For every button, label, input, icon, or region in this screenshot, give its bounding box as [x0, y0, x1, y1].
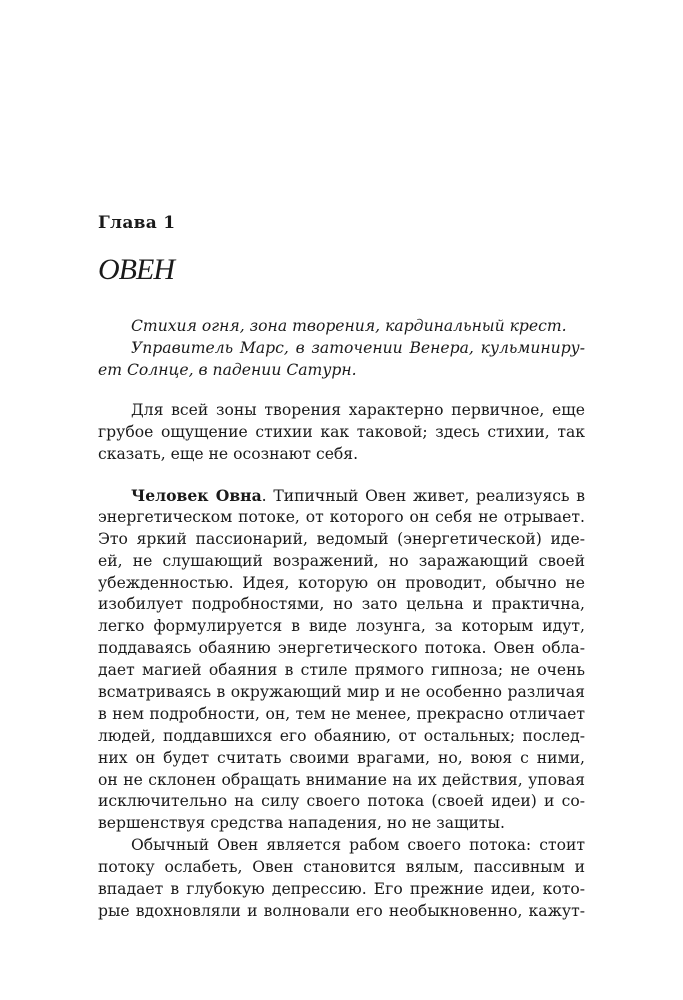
section-lead-line [98, 485, 585, 507]
text-line: энергетическом потоке, от которого он себя не отрывает. [98, 507, 585, 526]
text-line: Для всей зоны творения характерно первичное, еще [131, 401, 585, 419]
text-line: людей, поддавшихся его обаянию, от остальных; послед- [98, 726, 585, 745]
text-line: убежденностью. Идея, которую он проводит, обычно не [98, 573, 585, 592]
text-line: потоку ослабеть, Овен становится вялым, пассивным и [98, 858, 585, 877]
text-line: легко формулируется в виде лозунга, за которым идут, [98, 617, 585, 636]
section-body [98, 485, 585, 923]
chapter-label: Глава 1 [98, 213, 176, 233]
text-line: Обычный Овен является рабом своего потока: стоит [131, 836, 585, 855]
text-line: Управитель Марс, в заточении Венера, кульминиру- [131, 338, 585, 357]
section-lead-text: . Типичный Овен живет, реализуясь в [261, 487, 585, 505]
text-line: ет Солнце, в падении Сатурн. [98, 360, 357, 379]
text-line: ей, не слушающий возражений, но заражающий своей [98, 551, 585, 570]
intro-paragraph [98, 400, 585, 466]
section-heading: Человек Овна [131, 486, 262, 505]
chapter-title: ОВЕН [98, 253, 174, 286]
text-line: Это яркий пассионарий, ведомый (энергетической) иде- [98, 529, 585, 548]
text-line: впадает в глубокую депрессию. Его прежние идеи, кото- [98, 880, 585, 899]
text-line: он не склонен обращать внимание на их действия, уповая [98, 770, 585, 789]
text-line: в нем подробности, он, тем не менее, прекрасно отличает [98, 704, 585, 723]
epigraph [98, 316, 585, 382]
text-line: рые вдохновляли и волновали его необыкновенно, кажут- [98, 901, 585, 920]
text-line: сказать, еще не осознают себя. [98, 444, 359, 463]
text-line: грубое ощущение стихии как таковой; здесь стихии, так [98, 422, 585, 441]
text-line: исключительно на силу своего потока (своей идеи) и со- [98, 792, 585, 811]
text-line: вершенствуя средства нападения, но не защиты. [98, 814, 505, 833]
text-line: всматриваясь в окружающий мир и не особенно различая [98, 683, 585, 702]
text-line: них он будет считать своими врагами, но, воюя с ними, [98, 748, 585, 767]
text-line: Стихия огня, зона творения, кардинальный крест. [131, 317, 567, 335]
text-line: изобилует подробностями, но зато цельна и практична, [98, 595, 585, 614]
text-line: поддаваясь обаянию энергетического потока. Овен обла- [98, 639, 585, 658]
text-line: дает магией обаяния в стиле прямого гипноза; не очень [98, 661, 585, 680]
